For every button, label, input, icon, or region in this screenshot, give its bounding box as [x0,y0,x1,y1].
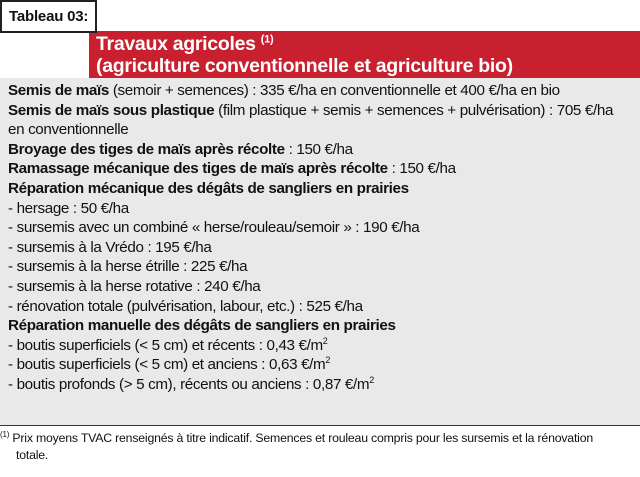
item-text: : 150 €/ha [284,140,353,158]
item-text: (film plastique + semis + semences + pulvérisation) : 705 €/ha [214,101,614,119]
footnote-text-line-2: totale. [16,448,49,462]
item-label: Ramassage mécanique des tiges de maïs après récolte [8,160,388,178]
item-text: - boutis profonds (> 5 cm), récents ou anciens : 0,87 €/m [8,375,370,393]
item-text: en conventionnelle [8,121,129,139]
table-header [0,0,640,78]
list-item [8,257,634,277]
list-item [8,277,634,297]
item-label: Semis de maïs sous plastique [8,101,215,119]
item-text: - rénovation totale (pulvérisation, labour, etc.) : 525 €/ha [8,297,363,315]
list-item [8,120,634,140]
list-item [8,297,634,317]
item-label: Réparation mécanique des dégâts de sangliers en prairies [8,179,409,197]
footnote-marker: (1) [0,429,10,439]
item-label: Réparation manuelle des dégâts de sangliers en prairies [8,317,396,335]
unit-exponent: 2 [322,335,328,346]
item-label: Broyage des tiges de maïs après récolte [8,140,285,158]
price-list [8,81,634,395]
item-text: - sursemis à la Vrédo : 195 €/ha [8,238,212,256]
list-item [8,355,634,375]
unit-exponent: 2 [325,355,330,366]
list-item [8,238,634,258]
list-item-heading [8,81,634,101]
item-text: : 150 €/ha [387,160,456,178]
footnote-divider [0,425,640,426]
list-item-heading [8,140,634,160]
footnote [0,430,636,464]
item-text: - hersage : 50 €/ha [8,199,129,217]
list-item [8,199,634,219]
list-item-heading [8,179,634,199]
table-number-label: Tableau 03: [0,0,97,33]
list-item-heading [8,316,634,336]
table-title [96,33,513,77]
item-text: - boutis superficiels (< 5 cm) et récents : 0,43 €/m [8,336,323,354]
item-label: Semis de maïs [8,82,109,99]
list-item [8,375,634,395]
title-line-1: Travaux agricoles [96,33,256,55]
item-text: - sursemis à la herse rotative : 240 €/ha [8,277,261,295]
list-item [8,218,634,238]
footnote-text-line-1: Prix moyens TVAC renseignés à titre indicatif. Semences et rouleau compris pour les sursemis et la rénovation [9,431,593,445]
list-item-heading [8,101,634,121]
title-footnote-marker: (1) [260,33,274,46]
item-text: (semoir + semences) : 335 €/ha en conventionnelle et 400 €/ha en bio [108,82,560,99]
list-item-heading [8,159,634,179]
title-line-2: (agriculture conventionnelle et agriculture bio) [96,55,513,77]
item-text: - sursemis à la herse étrille : 225 €/ha [8,258,248,276]
list-item [8,336,634,356]
item-text: - sursemis avec un combiné « herse/rouleau/semoir » : 190 €/ha [8,219,420,237]
item-text: - boutis superficiels (< 5 cm) et anciens : 0,63 €/m [8,356,326,374]
unit-exponent: 2 [369,374,374,385]
